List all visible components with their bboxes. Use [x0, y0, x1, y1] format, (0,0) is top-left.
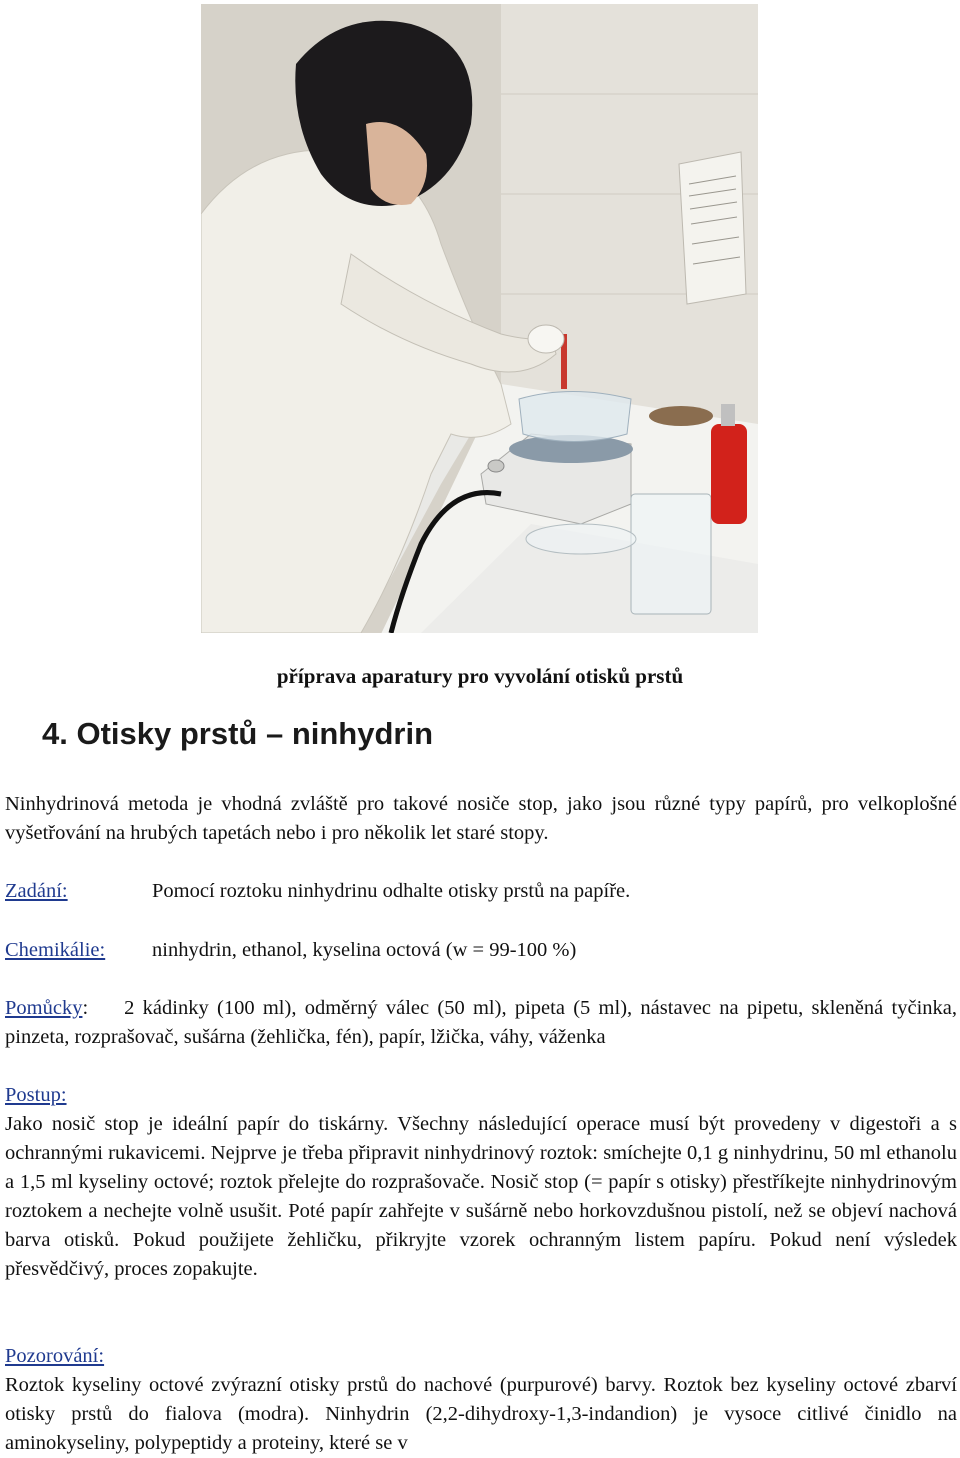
pomucky-text: 2 kádinky (100 ml), odměrný válec (50 ml), pipeta (5 ml), nástavec na pipetu, skleněná tyčinka, pinzeta, rozprašovač, sušárna (žehlička, fén), papír, lžička, váhy, váženka: [5, 997, 957, 1048]
chemikalie-label: Chemikálie:: [5, 939, 106, 961]
lab-photo: [201, 4, 758, 633]
lab-photo-illustration: [201, 4, 758, 633]
chemikalie-row: [5, 936, 577, 965]
photo-caption: [0, 664, 960, 689]
zadani-row: [5, 877, 631, 906]
intro-paragraph: Ninhydrinová metoda je vhodná zvláště pro takové nosiče stop, jako jsou různé typy papírů, pro velkoplošné vyšetřování na hrubých tapetách nebo i pro několik let staré stopy.: [5, 793, 957, 844]
caption-text: příprava aparatury pro vyvolání otisků prstů: [276, 664, 684, 688]
zadani-text: Pomocí roztoku ninhydrinu odhalte otisky prstů na papíře.: [152, 880, 631, 902]
chemikalie-text: ninhydrin, ethanol, kyselina octová (w = 99-100 %): [152, 939, 577, 961]
pomucky-colon: :: [82, 997, 89, 1019]
pomucky-paragraph: [5, 994, 957, 1052]
section-title: 4. Otisky prstů – ninhydrin: [42, 716, 434, 751]
pozorovani-paragraph: Roztok kyseliny octové zvýrazní otisky prstů do nachové (purpurové) barvy. Roztok bez kyseliny octové zbarví otisky prstů do fialova (modra). Ninhydrin (2,2-dihydroxy-1,3-indandion) je vysoce citlivé činidlo na aminokyseliny, polypeptidy a proteiny, které se v: [5, 1374, 957, 1454]
zadani-label: Zadání:: [5, 880, 68, 902]
pozorovani-label-row: [5, 1342, 957, 1371]
postup-label-row: [5, 1081, 957, 1110]
postup-paragraph: Jako nosič stop je ideální papír do tiskárny. Všechny následující operace musí být provedeny v digestoři a s ochrannými rukavicemi. Nejprve je třeba připravit ninhydrinový roztok: smíchejte 0,1 g ninhydrinu, 50 ml ethanolu a 1,5 ml kyseliny octové; roztok přelejte do rozprašovače. Nosič stop (= papír s otisky) přestříkejte ninhydrinovým roztokem a nechejte volně usušit. Poté papír zahřejte v sušárně nebo horkovzdušnou pistolí, než se objeví nachová barva otisků. Pokud použijete žehličku, přikryjte vzorek ochranným listem papíru. Pokud není výsledek přesvědčivý, proces zopakujte.: [5, 1113, 957, 1280]
pozorovani-label: Pozorování:: [5, 1345, 105, 1367]
postup-label: Postup:: [5, 1084, 67, 1106]
pomucky-label: Pomůcky: [5, 997, 83, 1019]
